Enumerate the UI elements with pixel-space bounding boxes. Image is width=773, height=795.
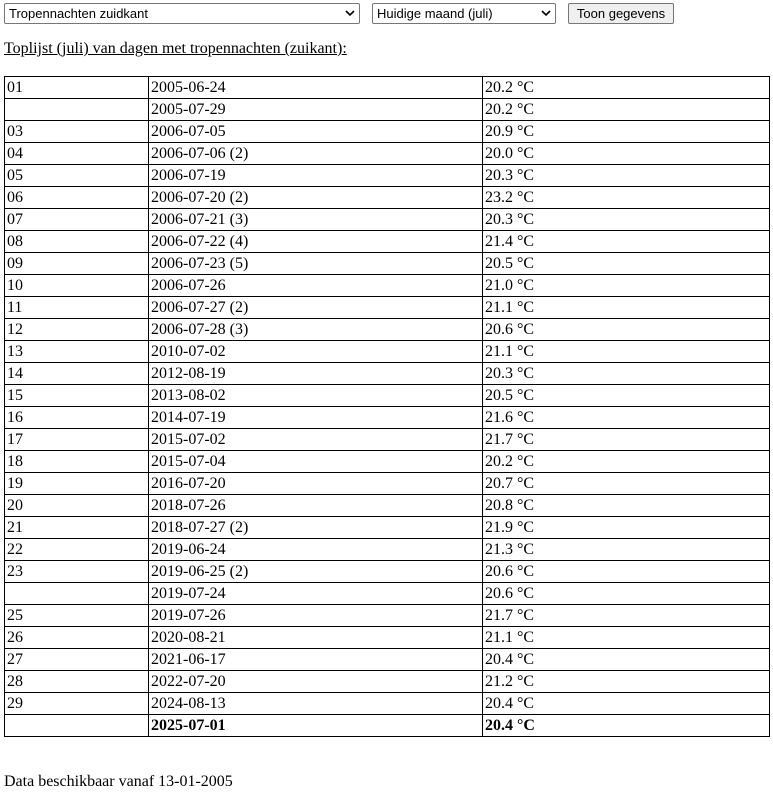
temperature-cell: 20.3 °C	[483, 363, 770, 385]
rank-cell: 20	[5, 495, 149, 517]
temperature-cell: 23.2 °C	[483, 187, 770, 209]
date-cell: 2006-07-27 (2)	[149, 297, 483, 319]
table-row	[5, 165, 770, 187]
table-row	[5, 451, 770, 473]
temperature-cell: 20.4 °C	[483, 693, 770, 715]
rank-cell: 01	[5, 77, 149, 99]
temperature-cell: 21.1 °C	[483, 627, 770, 649]
temperature-cell: 20.5 °C	[483, 385, 770, 407]
date-cell: 2021-06-17	[149, 649, 483, 671]
date-cell: 2019-07-26	[149, 605, 483, 627]
date-cell: 2013-08-02	[149, 385, 483, 407]
rank-cell: 12	[5, 319, 149, 341]
rank-cell	[5, 583, 149, 605]
rank-cell: 15	[5, 385, 149, 407]
temperature-cell: 20.8 °C	[483, 495, 770, 517]
table-row	[5, 495, 770, 517]
table-row	[5, 407, 770, 429]
table-row	[5, 143, 770, 165]
temperature-cell: 20.6 °C	[483, 583, 770, 605]
rank-cell: 27	[5, 649, 149, 671]
rank-cell: 10	[5, 275, 149, 297]
chevron-down-icon	[345, 4, 355, 23]
date-cell: 2006-07-26	[149, 275, 483, 297]
date-cell: 2019-06-25 (2)	[149, 561, 483, 583]
date-cell: 2012-08-19	[149, 363, 483, 385]
rank-cell: 22	[5, 539, 149, 561]
temperature-cell: 21.0 °C	[483, 275, 770, 297]
temperature-cell: 20.0 °C	[483, 143, 770, 165]
rank-cell: 17	[5, 429, 149, 451]
period-select[interactable]	[372, 3, 556, 24]
temperature-cell: 20.6 °C	[483, 561, 770, 583]
date-cell: 2024-08-13	[149, 693, 483, 715]
table-row	[5, 209, 770, 231]
date-cell: 2005-06-24	[149, 77, 483, 99]
temperature-cell: 20.7 °C	[483, 473, 770, 495]
variable-select-value: Tropennachten zuidkant	[9, 6, 149, 21]
temperature-cell: 21.4 °C	[483, 231, 770, 253]
rank-cell: 25	[5, 605, 149, 627]
temperature-cell: 20.4 °C	[483, 715, 770, 737]
date-cell: 2018-07-26	[149, 495, 483, 517]
ranking-table-body	[5, 77, 770, 737]
table-row	[5, 517, 770, 539]
temperature-cell: 20.3 °C	[483, 209, 770, 231]
page-title: Toplijst (juli) van dagen met tropennachten (zuikant):	[4, 40, 347, 57]
table-row	[5, 363, 770, 385]
table-row	[5, 693, 770, 715]
date-cell: 2019-06-24	[149, 539, 483, 561]
date-cell: 2006-07-28 (3)	[149, 319, 483, 341]
date-cell: 2006-07-22 (4)	[149, 231, 483, 253]
date-cell: 2019-07-24	[149, 583, 483, 605]
rank-cell: 23	[5, 561, 149, 583]
temperature-cell: 21.2 °C	[483, 671, 770, 693]
rank-cell: 08	[5, 231, 149, 253]
table-row	[5, 385, 770, 407]
temperature-cell: 21.3 °C	[483, 539, 770, 561]
date-cell: 2022-07-20	[149, 671, 483, 693]
date-cell: 2006-07-19	[149, 165, 483, 187]
rank-cell: 07	[5, 209, 149, 231]
date-cell: 2010-07-02	[149, 341, 483, 363]
date-cell: 2018-07-27 (2)	[149, 517, 483, 539]
rank-cell: 03	[5, 121, 149, 143]
period-select-value: Huidige maand (juli)	[377, 6, 493, 21]
date-cell: 2015-07-04	[149, 451, 483, 473]
show-data-button[interactable]: Toon gegevens	[568, 3, 674, 24]
table-row	[5, 341, 770, 363]
rank-cell: 14	[5, 363, 149, 385]
rank-cell: 16	[5, 407, 149, 429]
rank-cell	[5, 99, 149, 121]
date-cell: 2006-07-23 (5)	[149, 253, 483, 275]
rank-cell: 06	[5, 187, 149, 209]
temperature-cell: 20.3 °C	[483, 165, 770, 187]
temperature-cell: 20.2 °C	[483, 99, 770, 121]
table-row	[5, 539, 770, 561]
variable-select[interactable]	[4, 3, 360, 24]
ranking-table	[4, 76, 770, 737]
table-row	[5, 605, 770, 627]
table-row	[5, 715, 770, 737]
table-row	[5, 231, 770, 253]
temperature-cell: 20.4 °C	[483, 649, 770, 671]
rank-cell: 26	[5, 627, 149, 649]
table-row	[5, 583, 770, 605]
table-row	[5, 253, 770, 275]
table-row	[5, 649, 770, 671]
rank-cell: 05	[5, 165, 149, 187]
temperature-cell: 21.6 °C	[483, 407, 770, 429]
rank-cell: 29	[5, 693, 149, 715]
table-row	[5, 671, 770, 693]
table-row	[5, 297, 770, 319]
chevron-down-icon	[541, 4, 551, 23]
temperature-cell: 20.2 °C	[483, 451, 770, 473]
date-cell: 2014-07-19	[149, 407, 483, 429]
temperature-cell: 20.5 °C	[483, 253, 770, 275]
date-cell: 2020-08-21	[149, 627, 483, 649]
table-row	[5, 429, 770, 451]
date-cell: 2005-07-29	[149, 99, 483, 121]
rank-cell: 21	[5, 517, 149, 539]
table-row	[5, 275, 770, 297]
table-row	[5, 627, 770, 649]
temperature-cell: 21.7 °C	[483, 429, 770, 451]
rank-cell: 11	[5, 297, 149, 319]
temperature-cell: 21.7 °C	[483, 605, 770, 627]
rank-cell: 28	[5, 671, 149, 693]
date-cell: 2015-07-02	[149, 429, 483, 451]
date-cell: 2006-07-05	[149, 121, 483, 143]
data-availability-note: Data beschikbaar vanaf 13-01-2005	[4, 773, 233, 790]
table-row	[5, 561, 770, 583]
date-cell: 2006-07-06 (2)	[149, 143, 483, 165]
table-row	[5, 77, 770, 99]
rank-cell: 19	[5, 473, 149, 495]
rank-cell: 04	[5, 143, 149, 165]
temperature-cell: 20.6 °C	[483, 319, 770, 341]
table-row	[5, 99, 770, 121]
date-cell: 2025-07-01	[149, 715, 483, 737]
table-row	[5, 319, 770, 341]
rank-cell	[5, 715, 149, 737]
table-row	[5, 187, 770, 209]
temperature-cell: 20.9 °C	[483, 121, 770, 143]
date-cell: 2006-07-20 (2)	[149, 187, 483, 209]
table-row	[5, 121, 770, 143]
date-cell: 2006-07-21 (3)	[149, 209, 483, 231]
rank-cell: 18	[5, 451, 149, 473]
temperature-cell: 20.2 °C	[483, 77, 770, 99]
rank-cell: 09	[5, 253, 149, 275]
table-row	[5, 473, 770, 495]
temperature-cell: 21.1 °C	[483, 341, 770, 363]
rank-cell: 13	[5, 341, 149, 363]
date-cell: 2016-07-20	[149, 473, 483, 495]
temperature-cell: 21.1 °C	[483, 297, 770, 319]
temperature-cell: 21.9 °C	[483, 517, 770, 539]
